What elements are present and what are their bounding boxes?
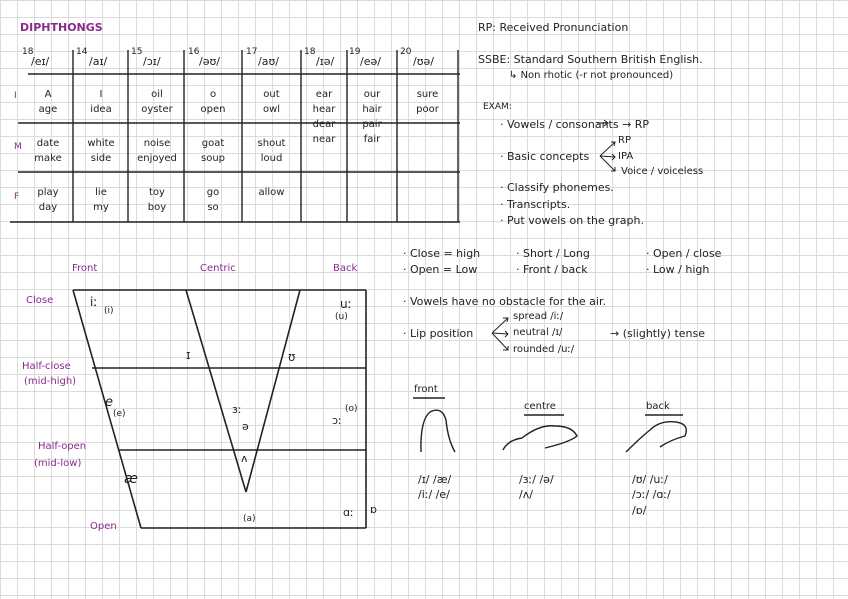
header-symbol: /əʊ/ (199, 55, 220, 68)
vowel-symbol: (u) (335, 312, 348, 322)
tongue-label: front (414, 384, 438, 395)
vowel-symbol: (a) (243, 514, 256, 524)
pair-item: · Open / close (646, 247, 722, 260)
row-label-mid-high: (mid-high) (24, 376, 77, 387)
tongue-label: back (646, 401, 670, 412)
cell-text: hair (362, 104, 382, 115)
vowel-symbol: ɒ (370, 503, 377, 516)
cell-text: so (207, 202, 219, 213)
cell-text: dear (312, 119, 336, 130)
cell-text: side (90, 153, 112, 164)
cell-text: my (93, 202, 109, 213)
row-label: F (14, 192, 20, 202)
cell-text: fair (363, 134, 381, 145)
exam-item: · Vowels / consonants → RP (500, 118, 650, 131)
vowel-symbol: ʌ (241, 452, 248, 465)
cell-text: near (312, 134, 336, 145)
cell-text: o (209, 89, 217, 100)
tongue-back-shape (626, 422, 686, 452)
pair-item: · Close = high (403, 247, 481, 260)
pair-item: · Open = Low (403, 263, 478, 276)
tongue-vowels: /ɒ/ (632, 504, 647, 517)
cell-text: pair (362, 119, 382, 130)
lip-option: neutral /ɪ/ (513, 327, 563, 338)
cell-text: idea (90, 104, 112, 115)
cell-text: ear (315, 89, 333, 100)
lip-label: · Lip position (403, 327, 474, 340)
note-ssbe-sub: ↳ Non rhotic (-r not pronounced) (509, 70, 674, 81)
row-label-open: Open (90, 521, 117, 532)
pair-item: · Short / Long (516, 247, 590, 260)
concept-item: Voice / voiceless (621, 166, 704, 177)
cell-text: open (200, 104, 226, 115)
lip-result: → (slightly) tense (610, 327, 706, 340)
header-number: 14 (76, 47, 88, 57)
cell-text: boy (147, 202, 167, 213)
row-label-half-close: Half-close (22, 361, 71, 372)
cell-text: out (263, 89, 280, 100)
cell-text: white (87, 138, 115, 149)
tongue-centre-shape (503, 426, 577, 450)
cell-text: loud (260, 153, 283, 164)
header-symbol: /ʊə/ (413, 55, 434, 68)
tongue-vowels: /ɜː/ /ə/ (519, 473, 554, 486)
vowel-symbol: (e) (113, 409, 126, 419)
header-number: 18 (22, 47, 34, 57)
tongue-vowels: /iː/ /e/ (418, 488, 450, 501)
cell-text: soup (200, 153, 225, 164)
header-number: 18 (304, 47, 316, 57)
column-label-back: Back (333, 263, 358, 274)
header-symbol: /eɪ/ (31, 55, 50, 68)
column-label-centric: Centric (200, 263, 236, 274)
row-label: I (14, 91, 17, 101)
pair-item: · Low / high (646, 263, 710, 276)
concept-item: RP (618, 135, 631, 146)
header-symbol: /ɔɪ/ (143, 55, 161, 68)
note-rp: RP: Received Pronunciation (478, 21, 629, 34)
cell-text: play (37, 187, 59, 198)
cell-text: hear (312, 104, 336, 115)
cell-text: owl (262, 104, 281, 115)
row-label-close: Close (26, 295, 54, 306)
lip-option: spread /iː/ (513, 311, 564, 322)
header-number: 20 (400, 47, 412, 57)
vowel-symbol: (o) (345, 404, 358, 414)
cell-text: make (34, 153, 62, 164)
tongue-label: centre (524, 401, 556, 412)
air-note: · Vowels have no obstacle for the air. (403, 295, 606, 308)
tongue-front-shape (421, 410, 455, 452)
cell-text: goat (201, 138, 225, 149)
page-title: DIPHTHONGS (20, 21, 103, 34)
vowel-symbol: ʊ (288, 350, 296, 364)
tongue-vowels: /ʌ/ (519, 488, 533, 501)
vowel-symbol: ɪ (186, 348, 191, 362)
concept-item: IPA (618, 151, 634, 162)
cell-text: toy (149, 187, 165, 198)
row-label-mid-low: (mid-low) (34, 458, 82, 469)
vowel-symbol: ɜː (232, 403, 242, 416)
vowel-symbol: e (105, 395, 113, 410)
cell-text: oil (151, 89, 163, 100)
cell-text: date (36, 138, 60, 149)
header-symbol: /ɪə/ (316, 55, 335, 68)
pair-item: · Front / back (516, 263, 588, 276)
cell-text: allow (258, 187, 285, 198)
cell-text: shout (257, 138, 286, 149)
exam-item: · Transcripts. (500, 198, 571, 211)
header-symbol: /aʊ/ (258, 55, 279, 68)
header-number: 15 (131, 47, 143, 57)
cell-text: age (38, 104, 58, 115)
note-ssbe: SSBE: Standard Southern British English. (478, 53, 703, 66)
header-number: 17 (246, 47, 258, 57)
cell-text: noise (143, 138, 171, 149)
note-exam: EXAM: (483, 102, 512, 112)
cell-text: go (206, 187, 220, 198)
column-label-front: Front (72, 263, 98, 274)
header-number: 16 (188, 47, 200, 57)
row-label: M (14, 142, 22, 152)
lip-option: rounded /uː/ (513, 344, 575, 355)
cell-text: oyster (141, 104, 173, 115)
cell-text: poor (416, 104, 439, 115)
cell-text: sure (416, 89, 439, 100)
cell-text: A (44, 89, 52, 100)
vowel-symbol: æ (124, 471, 138, 487)
header-symbol: /eə/ (360, 55, 381, 68)
exam-item: · Basic concepts (500, 150, 590, 163)
cell-text: enjoyed (137, 153, 177, 164)
exam-item: · Classify phonemes. (500, 181, 614, 194)
header-symbol: /aɪ/ (89, 55, 108, 68)
vowel-symbol: iː (90, 295, 98, 309)
row-label-half-open: Half-open (38, 441, 87, 452)
vowel-symbol: uː (340, 297, 352, 311)
tongue-vowels: /ɔː/ /ɑː/ (632, 488, 671, 501)
tongue-vowels: /ʊ/ /uː/ (632, 473, 668, 486)
cell-text: lie (95, 187, 107, 198)
header-number: 19 (349, 47, 361, 57)
vowel-symbol: ɑː (343, 506, 354, 519)
vowel-symbol: ə (242, 420, 249, 433)
exam-item: · Put vowels on the graph. (500, 214, 644, 227)
cell-text: day (38, 202, 58, 213)
tongue-vowels: /ɪ/ /æ/ (418, 473, 452, 486)
vowel-symbol: ɔː (332, 414, 342, 427)
cell-text: I (99, 89, 103, 100)
cell-text: our (363, 89, 381, 100)
vowel-symbol: (i) (104, 306, 114, 316)
